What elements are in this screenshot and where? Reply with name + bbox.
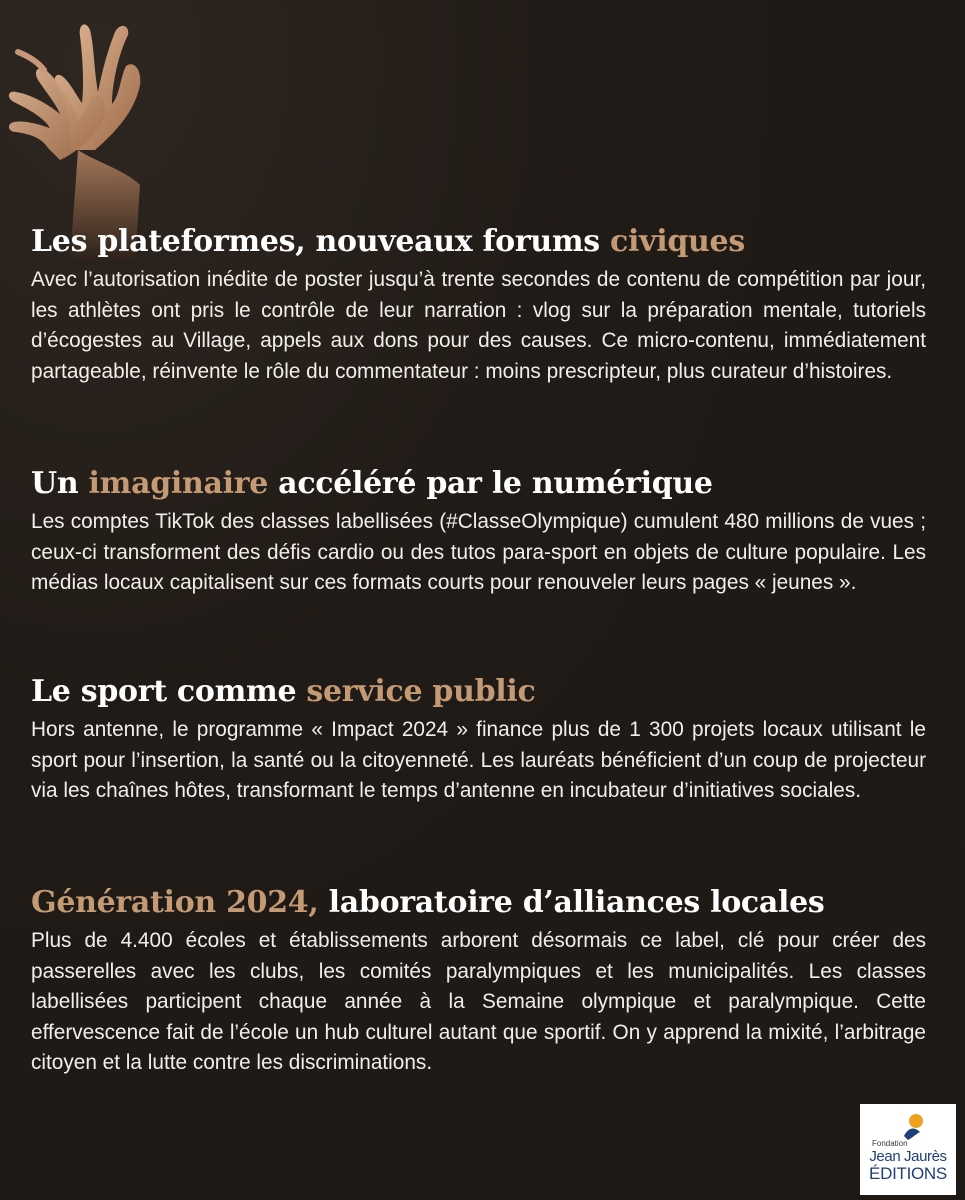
- publisher-logo: [860, 1104, 956, 1195]
- section-paragraph: Hors antenne, le programme « Impact 2024 » finance plus de 1 300 projets locaux utilisant le sport pour l’insertion, la santé ou la citoyenneté. Les lauréats bénéficient d’un coup de projecteur via les chaînes hôtes, transformant le temps d’antenne en incubateur d’initiatives sociales.: [31, 718, 926, 802]
- section-paragraph: Les comptes TikTok des classes labellisées (#ClasseOlympique) cumulent 480 millions de vues ; ceux-ci transforment des défis cardio ou des tutos para-sport en objets de culture populaire. Les médias locaux capitalisent sur ces formats courts pour renouveler leurs pages « jeunes ».: [31, 510, 926, 594]
- logo-name: Jean Jaurès: [869, 1148, 947, 1165]
- section-heading: Les plateformes, nouveaux forums civiques: [31, 224, 745, 259]
- logo-editions: ÉDITIONS: [869, 1164, 947, 1183]
- section-heading: Génération 2024, laboratoire d’alliances locales: [31, 885, 825, 920]
- section-heading: Le sport comme service public: [31, 674, 536, 709]
- section-heading: Un imaginaire accéléré par le numérique: [31, 466, 713, 501]
- section-generation-2024: [31, 884, 926, 1079]
- section-paragraph: Avec l’autorisation inédite de poster jusqu’à trente secondes de contenu de compétition par jour, les athlètes ont pris le contrôle de leur narration : vlog sur la préparation mentale, tutoriels d’écogestes au Village, appels aux dons pour des causes. Ce micro-contenu, immédiatement partageable, réinvente le rôle du commentateur : moins prescripteur, plus curateur d’histoires.: [31, 268, 926, 383]
- section-public-service: [31, 673, 926, 807]
- section-paragraph: Plus de 4.400 écoles et établissements arborent désormais ce label, clé pour créer des passerelles avec les clubs, les comités paralympiques et les municipalités. Les classes labellisées participent chaque année à la Semaine olympique et paralympique. Cette effervescence fait de l’école un hub culturel autant que sportif. On y apprend la mixité, l’arbitrage citoyen et la lutte contre les discriminations.: [31, 929, 926, 1074]
- logo-foundation-label: Fondation: [872, 1139, 908, 1148]
- logo-mark-icon: [900, 1112, 926, 1142]
- raised-hands-image: [0, 0, 170, 260]
- section-platforms: [31, 223, 926, 387]
- section-imaginary: [31, 465, 926, 599]
